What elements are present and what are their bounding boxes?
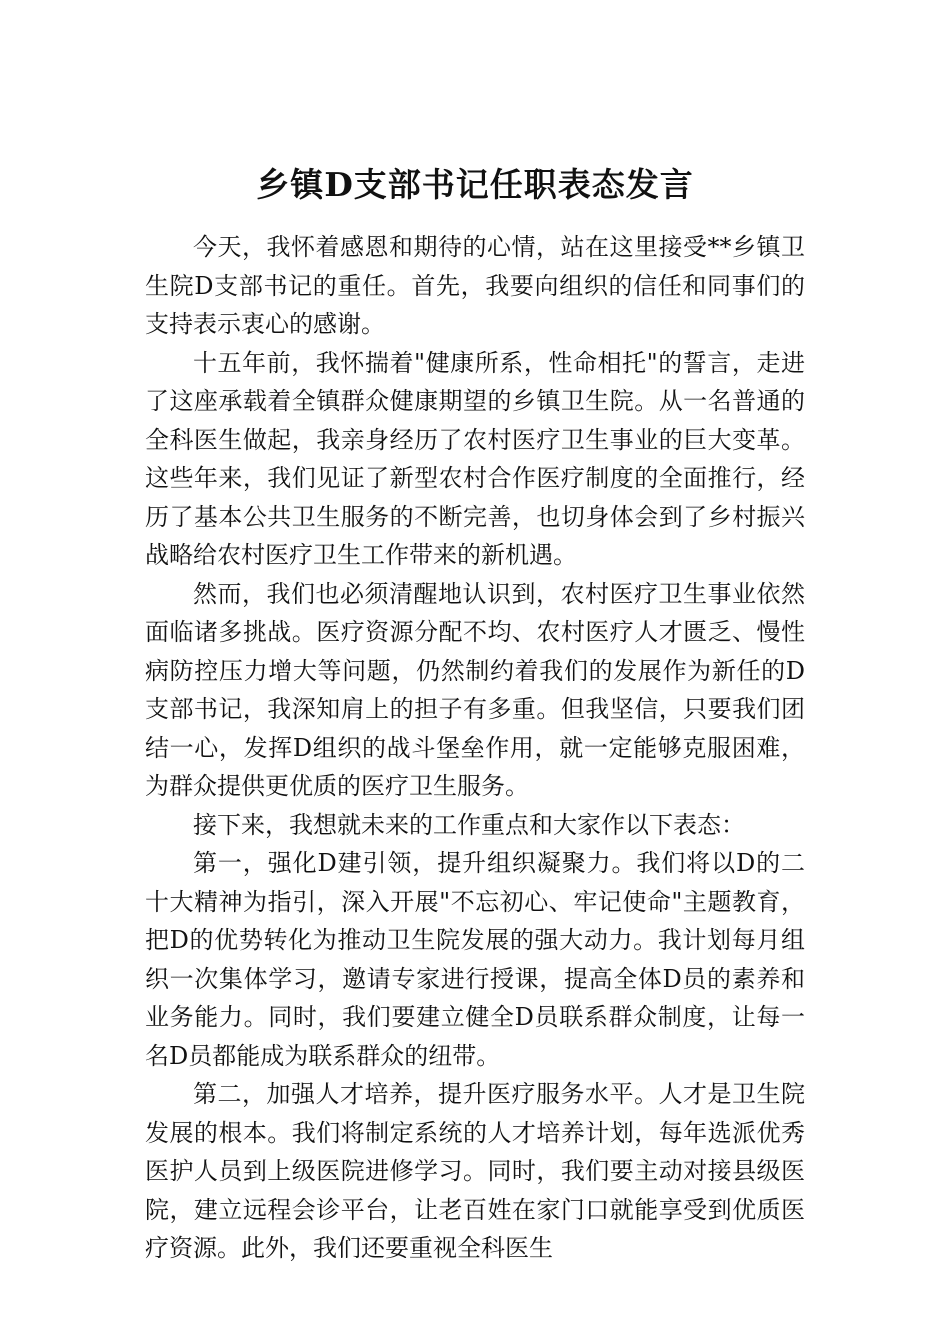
paragraph-6: 第二，加强人才培养，提升医疗服务水平。人才是卫生院发展的根本。我们将制定系统的人才培养计划，每年选派优秀医护人员到上级医院进修学习。同时，我们要主动对接县级医院，建立远程会诊平台，让老百姓在家门口就能享受到优质医疗资源。此外，我们还要重视全科医生 [145,1080,805,1262]
document-body [145,228,805,1268]
paragraph-3: 然而，我们也必须清醒地认识到，农村医疗卫生事业依然面临诸多挑战。医疗资源分配不均、农村医疗人才匮乏、慢性病防控压力增大等问题，仍然制约着我们的发展作为新任的D支部书记，我深知肩上的担子有多重。但我坚信，只要我们团结一心，发挥D组织的战斗堡垒作用，就一定能够克服困难，为群众提供更优质的医疗卫生服务。 [145,579,805,800]
document-title: 乡镇D支部书记任职表态发言 [256,165,694,204]
paragraph-2: 十五年前，我怀揣着"健康所系，性命相托"的誓言，走进了这座承载着全镇群众健康期望的乡镇卫生院。从一名普通的全科医生做起，我亲身经历了农村医疗卫生事业的巨大变革。这些年来，我们见证了新型农村合作医疗制度的全面推行，经历了基本公共卫生服务的不断完善，也切身体会到了乡村振兴战略给农村医疗卫生工作带来的新机遇。 [145,348,805,569]
paragraph-1: 今天，我怀着感恩和期待的心情，站在这里接受**乡镇卫生院D支部书记的重任。首先，我要向组织的信任和同事们的支持表示衷心的感谢。 [145,233,805,338]
paragraph-4: 接下来，我想就未来的工作重点和大家作以下表态： [193,810,745,839]
paragraph-5: 第一，强化D建引领，提升组织凝聚力。我们将以D的二十大精神为指引，深入开展"不忘初心、牢记使命"主题教育，把D的优势转化为推动卫生院发展的强大动力。我计划每月组织一次集体学习，邀请专家进行授课，提高全体D员的素养和业务能力。同时，我们要建立健全D员联系群众制度，让每一名D员都能成为联系群众的纽带。 [145,849,805,1070]
